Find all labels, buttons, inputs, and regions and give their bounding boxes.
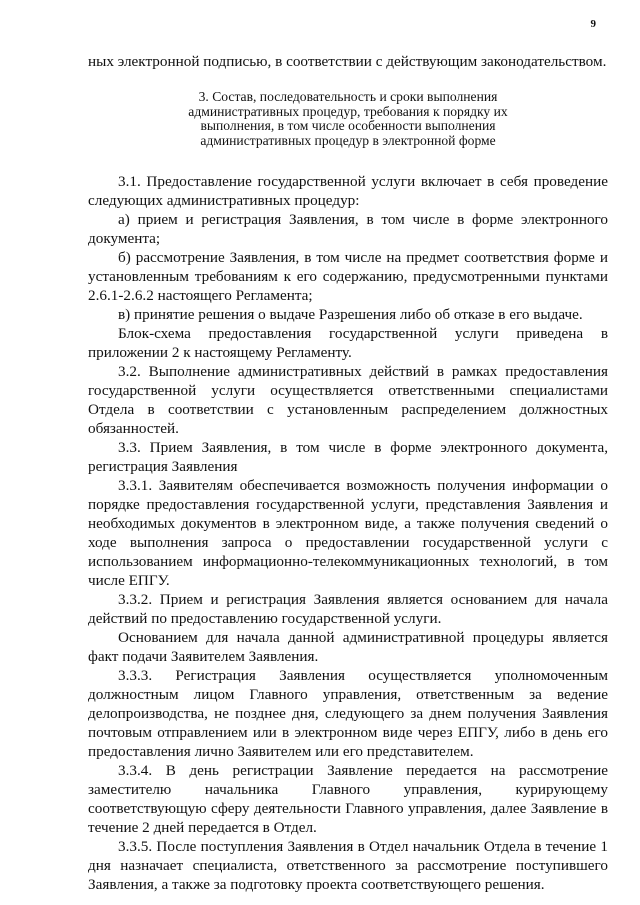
section-heading-line: административных процедур в электронной форме <box>200 132 496 148</box>
paragraph-procedure-basis: Основанием для начала данной административной процедуры является факт подачи Заявителем Заявления. <box>88 629 608 665</box>
page-number: 9 <box>590 18 596 30</box>
section-heading <box>88 90 608 148</box>
section-heading-line: административных процедур, требования к порядку их <box>188 103 508 119</box>
paragraph-3-3: 3.3. Прием Заявления, в том числе в форме электронного документа, регистрация Заявления <box>88 439 608 475</box>
paragraph-3-1: 3.1. Предоставление государственной услуги включает в себя проведение следующих административных процедур: <box>88 173 608 209</box>
paragraph-3-1-a: а) прием и регистрация Заявления, в том числе в форме электронного документа; <box>88 211 608 247</box>
paragraph-flowchart-note: Блок-схема предоставления государственной услуги приведена в приложении 2 к настоящему Регламенту. <box>88 325 608 361</box>
paragraph-3-3-3: 3.3.3. Регистрация Заявления осуществляется уполномоченным должностным лицом Главного управления, ответственным за ведение делопроизводства, не позднее дня, следующего за днем получения Заявления почтовым отправлением или в электронном виде через ЕПГУ, либо в день его предоставления лично Заявителем или его представителем. <box>88 667 608 760</box>
continuation-paragraph: ных электронной подписью, в соответствии с действующим законодательством. <box>88 53 607 70</box>
paragraph-3-1-b: б) рассмотрение Заявления, в том числе на предмет соответствия форме и установленным требованиям к его содержанию, предусмотренными пунктами 2.6.1-2.6.2 настоящего Регламента; <box>88 249 608 304</box>
paragraph-3-3-2: 3.3.2. Прием и регистрация Заявления является основанием для начала действий по предоставлению государственной услуги. <box>88 591 608 627</box>
paragraph-3-3-4: 3.3.4. В день регистрации Заявление передается на рассмотрение заместителю начальника Главного управления, курирующему соответствующую сферу деятельности Главного управления, далее Заявление в течение 2 дней передается в Отдел. <box>88 762 608 836</box>
paragraph-3-1-c: в) принятие решения о выдаче Разрешения либо об отказе в его выдаче. <box>118 306 583 323</box>
section-heading-line: 3. Состав, последовательность и сроки выполнения <box>198 89 498 104</box>
section-heading-line: выполнения, в том числе особенности выполнения <box>200 118 496 133</box>
paragraph-3-3-1: 3.3.1. Заявителям обеспечивается возможность получения информации о порядке предоставления государственной услуги, представления Заявления и необходимых документов в электронном виде, а также получения сведений о ходе выполнения запроса о предоставлении государственной услуги с использованием информационно-телекоммуникационных технологий, в том числе ЕПГУ. <box>88 477 608 589</box>
paragraph-3-3-5: 3.3.5. После поступления Заявления в Отдел начальник Отдела в течение 1 дня назначает специалиста, ответственного за рассмотрение поступившего Заявления, а также за подготовку проекта соответствующего решения. <box>88 838 608 893</box>
document-body <box>88 52 608 894</box>
paragraph-3-2: 3.2. Выполнение административных действий в рамках предоставления государственной услуги осуществляется ответственными специалистами Отдела в соответствии с установленным распределением должностных обязанностей. <box>88 363 608 437</box>
